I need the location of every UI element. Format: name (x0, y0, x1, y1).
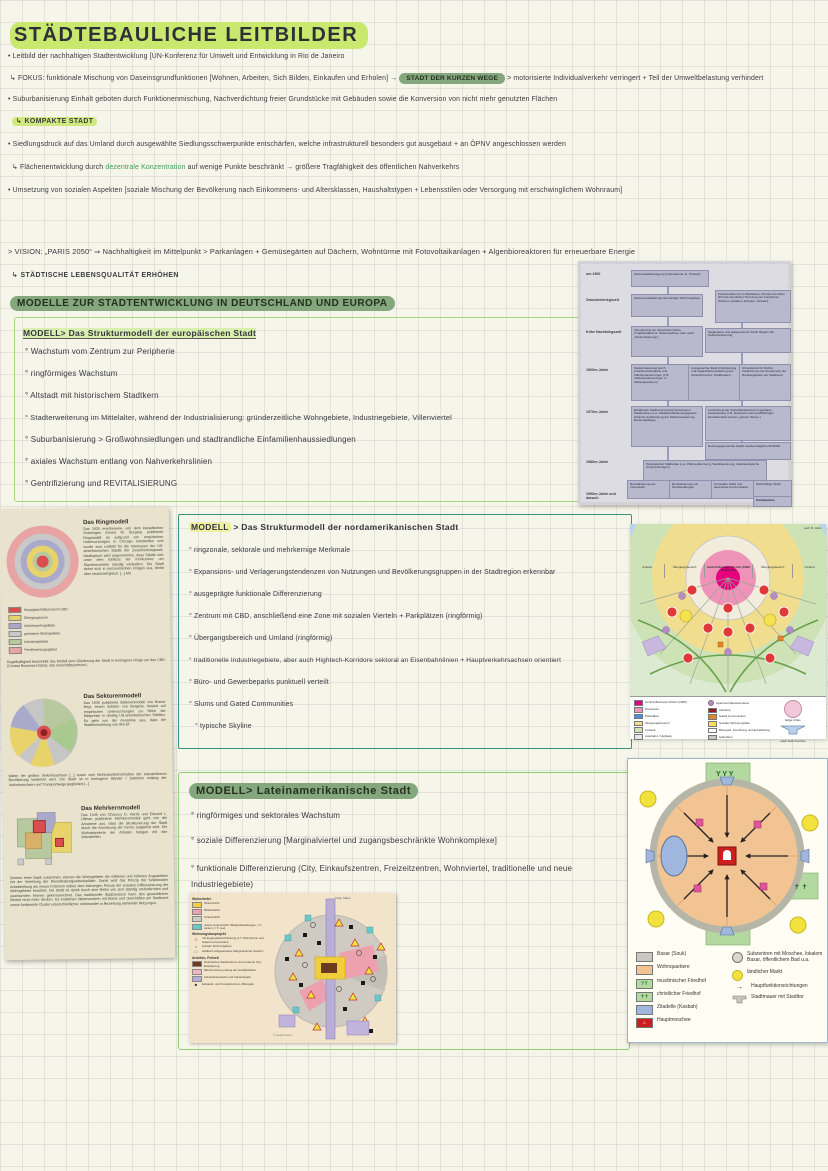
legend-swatch (708, 721, 717, 727)
legend-swatch (634, 707, 643, 713)
leitbilder-flowchart-image[interactable] (578, 261, 791, 505)
fokus-text: ↳ FOKUS: funktionale Mischung von Daseinsgrundfunktionen [Wohnen, Arbeiten, Sich Bilden, Einkaufen und Erholen] → (10, 75, 398, 82)
era-label: Zwischenkriegszeit (586, 298, 619, 302)
airport-label: Flug- hafen (335, 896, 351, 900)
legend-label: Industrie/Gewerbe und Industriepark (204, 975, 251, 979)
legend-label: Apartmenthauskomplexe (716, 700, 750, 705)
legend-swatch (9, 647, 22, 654)
flow-box: Gegliederte und aufgelockerte Stadt: Beginn der Suburbanisierung (705, 328, 791, 353)
legend-heading: Arbeiten, Freizeit (192, 956, 219, 961)
legend-label: Central Business District (CBD) (645, 700, 687, 705)
legend-label: ländlicher Markt (747, 968, 783, 975)
legend-swatch (192, 909, 202, 915)
ring-model-text (83, 519, 164, 576)
zone-label: Übergangsbereich (664, 564, 704, 578)
circle-symbol: ○ (194, 943, 198, 949)
flaechen-text: ↳ Flächenentwicklung durch (12, 164, 104, 171)
note-line-fokus (10, 74, 763, 82)
na-title-highlight: MODELL (191, 522, 229, 532)
legend-swatch (708, 735, 717, 741)
legend-label: städtisch aufgewertetes Marginalviertel (saniert) (202, 949, 264, 954)
latam-map-legend (192, 895, 266, 987)
legend-swatch (8, 606, 21, 613)
europa-bullet: ° Stadterweiterung im Mittelalter, während der Industrialisierung: gründerzeitliche Wohngebiete, Industriegebiete, Villenviertel (25, 413, 452, 422)
legend-label: untere Unterschicht (Marginalsiedlungen, z.T. saniert, z.T. neu) (204, 922, 263, 930)
legend-label: Downtown (645, 707, 660, 712)
legend-swatch (708, 714, 717, 720)
legend-label: Mittelschicht (204, 908, 220, 913)
na-zone-strip (630, 564, 826, 578)
na-diagram-credit: nach B. Hahn (803, 526, 822, 530)
na-legend-left-col (634, 699, 687, 740)
europa-bullet: ° Suburbanisierung > Großwohnsiedlungen und stadtrandliche Einfamilienhaussiedlungen (25, 435, 356, 444)
na-bullet: ° typische Skyline (195, 723, 252, 730)
era-label: um 1900 (586, 272, 601, 276)
legend-label: Industrie (719, 707, 731, 712)
arrow-symbol: → (736, 984, 743, 992)
legend-label: Einkaufs- und Freizeitzentrum, Büropark (202, 982, 254, 987)
legend-swatch (8, 615, 21, 622)
legend-label: Mischnutzung entlang der Ausfallstraßen (204, 967, 257, 972)
multi-core-body: Das 1945 von Chauncy D. Harris und Edward L. Ullman publizierte Mehrkernmodell geht von der Annahme aus, dass die Strukturierung der Stadt durch die Anordnung der Kerne ausgelöst wird. Die Wohnstandorte der Arbeiter hängen mit den industriellen (81, 811, 168, 840)
sector-caption: fekten der großen Verkehrsachsen [...] sowie vom Wohnstandortverhalten der statushöheren Bevölkerung bestimmt wird. Die Stadt ist in homogene Bänder / Sektoren entlang der Verkehrsachsen und Transportwege gegliedert [...] (8, 771, 167, 788)
legend-swatch: YY (636, 979, 653, 989)
legend-swatch (192, 916, 202, 922)
structure-models-textbook-image[interactable] (0, 507, 175, 960)
na-bullet: ° Expansions- und Verlagerungstendenzen von Nutzungen und Bevölkerungsgruppen in der Stadtregion erkennbar (189, 569, 556, 576)
kompakte-stadt-highlight: ↳ KOMPAKTE STADT (12, 117, 97, 126)
flow-box: Urbanität durch Dichte: Verdichtung und Vernetzung der Neubaugebiete am Stadtrand (739, 364, 791, 401)
ring-caption: Regelhaftigkeit beschreibt das Modell eine Gliederung der Stadt in homogene Ringe um den CBD (Central Business District, das Geschäftszentrum). (6, 657, 166, 669)
section-header-pill: MODELLE ZUR STADTENTWICKLUNG IN DEUTSCHLAND UND EUROPA (10, 296, 395, 311)
zone-label: Umland (642, 565, 652, 569)
era-label: 1980er-Jahre (586, 460, 609, 464)
legend-heading: Wohnungsbauprojekt (192, 932, 226, 937)
page-title (10, 24, 368, 47)
na-bullet: ° traditionelle Industriegebiete, aber auch Hightech-Korridore sektoral an Eisenbahnlinien + Hauptverkehrsachsen orientiert (189, 657, 562, 664)
rural-market-symbol (732, 970, 743, 981)
legend-swatch (634, 721, 643, 727)
legend-label: mit Zugangsbeschränkung (z.T. Wohntürme und Gated Communities) (202, 936, 264, 944)
legend-label: Autobahn / Highway (645, 734, 672, 739)
legend-label: christlicher Friedhof (657, 990, 701, 997)
era-label: 1960er-Jahre (586, 368, 609, 372)
map-credit: © westermann (273, 1033, 293, 1037)
city-wall-gate-symbol (732, 995, 747, 1004)
legend-label: Zitadelle (Kasbah) (657, 1003, 698, 1010)
na-bullet: ° Zentrum mit CBD, anschließend eine Zone mit sozialen Vierteln + Parkplätzen (ringförmig) (189, 613, 483, 620)
sector-heading: Das Sektorenmodell (83, 693, 142, 701)
na-bullet: ° Slums und Gated Communities (189, 701, 294, 708)
fokus-text-2: > motorisierte Individualverkehr verringert + Teil der Umweltbelastung verhindert (507, 75, 764, 82)
legend-swatch (636, 1005, 653, 1015)
legend-label: Edge Cities (785, 718, 801, 722)
legend-label: Hauptgeschäftszentrum CBD (23, 607, 68, 612)
flow-box: Nachhaltige Stadt (753, 480, 792, 499)
legend-swatch (634, 727, 643, 733)
latin-america-map-image[interactable] (189, 893, 396, 1043)
christian-cemetery-symbols: ✝ ✝ (794, 884, 808, 891)
hightech-corridor-symbol (780, 725, 806, 735)
legend-label: Oberschicht (204, 901, 220, 906)
legend-swatch (9, 631, 22, 638)
legend-swatch: ✝✝ (636, 992, 653, 1002)
flow-box: Revitalisierung der Innenstadt (627, 480, 671, 499)
note-line-kompakte-stadt (12, 117, 97, 125)
stadt-der-kurzen-wege-pill: STADT DER KURZEN WEGE (399, 73, 505, 84)
edge-cities-legend (780, 700, 806, 744)
na-box-title (189, 522, 458, 532)
latam-map-graphic (269, 895, 394, 1041)
legend-label: Wohnquartiere (657, 964, 690, 971)
note-line-vision-paris: > VISION: „PARIS 2050“ ⇒ Nachhaltigkeit im Mittelpunkt > Parkanlagen + Gemüsegärten auf Dächern, Wohntürme mit Fotovoltaikanlagen + Algenbioreaktoren für erneuerbare Energie (8, 247, 636, 256)
note-line-siedlungsdruck: • Siedlungsdruck auf das Umland durch ausgewählte Siedlungsschwerpunkte entschärfen, welche infrastrukturell besonders gut ausgebaut + an ÖPNV angeschlossen werden (8, 141, 566, 148)
latam-bullet: ° ringförmiges und sektorales Wachstum (191, 811, 341, 820)
legend-label: Basar (Souk) (657, 951, 687, 958)
note-line-lebensqualitaet: ↳ STÄDTISCHE LEBENSQUALITÄT ERHÖHEN (12, 272, 179, 279)
legend-swatch (192, 902, 202, 908)
latam-bullet: ° funktionale Differenzierung (City, Einkaufszentren, Freizeitzentren, Wohnviertel, traditionelle und neue Industriegebiete) (191, 864, 573, 889)
ring-model-diagram (5, 524, 80, 599)
multi-core-text (81, 805, 167, 840)
square-symbol: □ (194, 949, 198, 955)
latam-bullet: ° soziale Differenzierung [Marginalviertel und zugangsbeschränkte Wohnkomplexe] (191, 836, 498, 845)
na-title-rest: > Das Strukturmodell der nordamerikanischen Stadt (230, 522, 459, 532)
europa-box-title: MODELL> Das Strukturmodell der europäischen Stadt (23, 328, 257, 338)
latam-box-title (189, 781, 418, 799)
triangle-symbol: △ (194, 936, 198, 942)
legend-swatch (708, 708, 717, 714)
multi-core-heading: Das Mehrkernmodell (81, 805, 141, 813)
europa-model-box (14, 317, 630, 502)
legend-swatch (192, 969, 202, 975)
flow-box: Fortsetzung der Suburbanisierung/ ungeplante Zersiedelung (z.B. Expansion des großflächigen Einzelhandels auf der „grünen Wiese“) (705, 406, 791, 441)
legend-label: Subzentren mit Moschee, lokalem Basar, öffentlichem Bad u.a. (747, 951, 823, 963)
legend-label: Industriegebiete (24, 639, 49, 645)
flow-box: Erhaltende Stadterneuerung/ behutsamer Stadtumbau (u.a. Städtebauförderungsgesetz, kritische Aufarbeitung der Flächensanierung, Denkmalpflege) (631, 406, 703, 447)
flow-box: Nutzungsgemischte Stadt/ stadtverträgliche Mobilität (705, 442, 791, 460)
europa-bullet: ° ringförmiges Wachstum (25, 369, 118, 378)
legend-swatch: ⌂ (636, 1018, 653, 1028)
legend-label: Stadtmauer mit Stadttor (751, 994, 804, 1001)
zone-label: Central Business District (CBD) Downtown (704, 564, 752, 578)
legend-label: Übergangszone (23, 615, 48, 620)
era-label: 1990er-Jahre und danach (586, 492, 616, 501)
legend-label: Umland (645, 727, 656, 732)
legend-label: Sozialer Wohnungsbau (719, 721, 750, 726)
legend-label: Übergangsbereich (645, 720, 670, 725)
legend-swatch (708, 700, 714, 706)
flow-box: Orientierung am historischen Erbe (Traditionalismus, Wiederaufbau, aber auch „Modernisierung“) (631, 326, 703, 357)
legend-heading: Wohnviertel (192, 897, 211, 902)
legend-label: Parkplätze (645, 713, 660, 718)
muslim-cemetery-symbols: Y Y Y (716, 771, 734, 778)
dezentrale-konzentration-green: dezentrale Konzentration (105, 164, 186, 171)
subcenter-symbol (732, 952, 743, 963)
legend-label: muslimischer Friedhof (657, 977, 706, 984)
legend-label: sozialer Wohnungsbau (202, 943, 232, 948)
legend-swatch (634, 700, 643, 706)
europa-bullet: ° Wachstum vom Zentrum zur Peripherie (25, 347, 175, 356)
zone-label: Umland (792, 564, 826, 578)
flow-box: Funktionalismus im Städtebau: Charta von Athen (Prinzip räumlicher Trennung der Funktionen Wohnen, Arbeiten, Erholen, Verkehr) (715, 290, 791, 323)
legend-swatch (636, 965, 653, 975)
zone-label: Übergangsbereich (752, 564, 792, 578)
north-america-city-diagram-image[interactable] (630, 524, 826, 744)
europa-bullet: ° Altstadt mit historischem Stadtkern (25, 391, 159, 400)
flow-box: Gartenstadtbewegung (international, E. Howard) (631, 270, 709, 287)
flow-box: Gartenvorstädte/ gemeinnütziger Wohnungsbau (631, 294, 703, 317)
note-line-flaechenentwicklung (12, 163, 459, 171)
legend-label: Hauptmoschee (657, 1017, 691, 1024)
legend-label: Hauptfunktionsrichtungen (751, 982, 808, 989)
section-header (10, 293, 395, 311)
legend-swatch (192, 924, 202, 930)
legend-label: Gated Communities (719, 714, 746, 719)
legend-label: Unterschicht (204, 915, 221, 920)
na-legend-right-col (708, 699, 770, 740)
flow-box: Revitalisierung von Großsiedlungen (669, 480, 713, 499)
note-line-leitbild: • Leitbild der nachhaltigen Stadtentwicklung [UN-Konferenz für Umwelt und Entwicklung in Rio de Janeiro (8, 53, 345, 60)
flaechen-text-2: auf wenige Punkte beschränkt → größere Tragfähigkeit des öffentlichen Nahverkehrs (187, 164, 460, 171)
legend-swatch (636, 952, 653, 962)
na-city-diagram-graphic (630, 524, 826, 696)
multi-core-caption: Zentren einer Stadt zusammen, ebenso die Wohngebiete der mittleren und höheren Angestellten mit der Verteilung der Dienstleistungsarbeitsplätze. Damit wird das Prinzip der funktionalen Arbeitsteilung als neues Kriterium neben dem bisherigen Prinzip der sozialen Differenzierung der Wohngebiete beachtet. Die Stadt ist damit durch eine Reihe von sich ständig verändernden und wachsenden Kernen gekennzeichnet. Das traditionelle Stadtzentrum kann den gewerblichen Bedarf nicht mehr decken. Es entstehen Nebenzentren mit Büros und Geschäften am Stadtrand sowie funktionale Cluster unterschiedlicher, miteinander in Beziehung stehender Nutzungen. (9, 873, 169, 907)
latam-title-pill: MODELL> Lateinamerikanische Stadt (189, 783, 418, 799)
europa-bullet: ° Gentrifizierung und REVITALISIERUNG (25, 479, 178, 488)
oriental-legend-right (732, 949, 824, 1004)
multi-core-model-diagram (11, 808, 78, 871)
note-line-soziale-aspekte: • Umsetzung von sozialen Aspekten [soziale Mischung der Bevölkerung nach Einkommens- und Altersklassen, Haushaltstypen + Lebensstilen oder Versorgung mit erschwinglichem Wohnraum] (8, 187, 623, 194)
ring-legend (8, 604, 83, 654)
flow-box: Stadterneuerung durch Funktionsschwäche und Flächensanierungen (z.B. Verkehrssanierungen in Altbauquartieren) (631, 364, 691, 401)
na-bullet: ° ausgeprägte funktionale Differenzierung (189, 591, 322, 598)
ring-body: Das 1925 erschienene, von dem kanadischen Soziologen Ernest W. Burgess publizierte Ringmodell ist aufgrund von empirischen Untersuchungen in Chicago entstanden und wurde zum Leitbild für die Interessen der US-amerikanischen Städte der Zwischenkriegszeit. Idealtypisch wird angenommen, dass Städte sich unter dem Einfluss der Konkurrenz um Standortvorteile ständig verändern. Die Stadt dehnt sich in konzentrischen Ringen aus, bleibt aber strukturell gleich. [...] Mit (83, 525, 164, 576)
sector-model-text (83, 693, 165, 728)
oriental-city-diagram-image[interactable] (627, 758, 828, 1043)
black-square-symbol: ■ (194, 982, 198, 988)
north-america-model-box (178, 514, 632, 749)
legend-label: Pendlereinzugsgebiet (24, 647, 57, 653)
flow-box: Kompakte Stadt und dezentrale Konzentration (711, 480, 755, 499)
era-label: frühe Nachkriegszeit (586, 330, 622, 334)
flow-box: Ökologischer Städtebau (u.a. Wärmedämmung, Stadtbegrünung, stadtökologische Untersuchungen) (643, 460, 767, 481)
sector-body: Das 1939 publizierte Sektorenmodell von Homer Hoyt, einem Schüler von Burgess, basiert auf empirischen Untersuchungen zur Höhe der Mietpreise in dreißig US-amerikanischen Städten. Es geht von der Annahme aus, dass die Stadtentwicklung von den Ef- (83, 699, 166, 728)
na-bullet: ° Übergangsbereich und Umland (ringförmig) (189, 635, 333, 642)
na-bullet: ° Büro- und Gewerbeparks punktuell verteilt (189, 679, 329, 686)
oriental-legend-left (636, 949, 728, 1028)
edge-city-symbol (784, 700, 802, 718)
na-bullet: ° ringzonale, sektorale und mehrkernige Merkmale (189, 547, 351, 554)
legend-swatch (192, 961, 202, 967)
legend-swatch (9, 639, 22, 646)
note-line-suburbanisierung: • Suburbanisierung Einhalt geboten durch Funktionenmischung, Nachverdichtung freier Grundstücke mit Gebäuden sowie die Konversion von nicht mehr genutzten Flächen (8, 96, 558, 103)
legend-label: historisches Stadtzentrum und moderne City-Erweiterung (204, 960, 262, 968)
legend-label: gehobene Wohngebiete (24, 631, 61, 636)
legend-label: Suburbien (719, 734, 733, 739)
legend-swatch (634, 714, 643, 720)
latin-america-model-box (178, 772, 630, 1050)
legend-label: Büropark, Forschung und Entwicklung (719, 728, 770, 733)
flow-box: Autogerechte Stadt (Optimierung und Kapazitätserweiterung des Verkehrsnetzes, Parkbauten) (688, 364, 742, 401)
legend-swatch (634, 734, 643, 740)
legend-label: High-Tech-Korridor (780, 739, 806, 744)
oriental-city-graphic (630, 761, 825, 947)
sector-model-diagram (7, 696, 80, 769)
legend-swatch (192, 976, 202, 982)
flow-box: Partizipation (753, 496, 792, 507)
na-legend (630, 696, 826, 744)
legend-swatch (8, 623, 21, 630)
page-title-text: STÄDTEBAULICHE LEITBILDER (10, 22, 368, 49)
flowchart-paper (581, 264, 788, 502)
europa-bullet: ° axiales Wachstum entlang von Nahverkehrslinien (25, 457, 213, 466)
era-label: 1970er-Jahre (586, 410, 609, 414)
legend-swatch (708, 728, 717, 734)
legend-label: Arbeiterwohngebiete (23, 623, 56, 628)
ring-heading: Das Ringmodell (83, 519, 129, 527)
